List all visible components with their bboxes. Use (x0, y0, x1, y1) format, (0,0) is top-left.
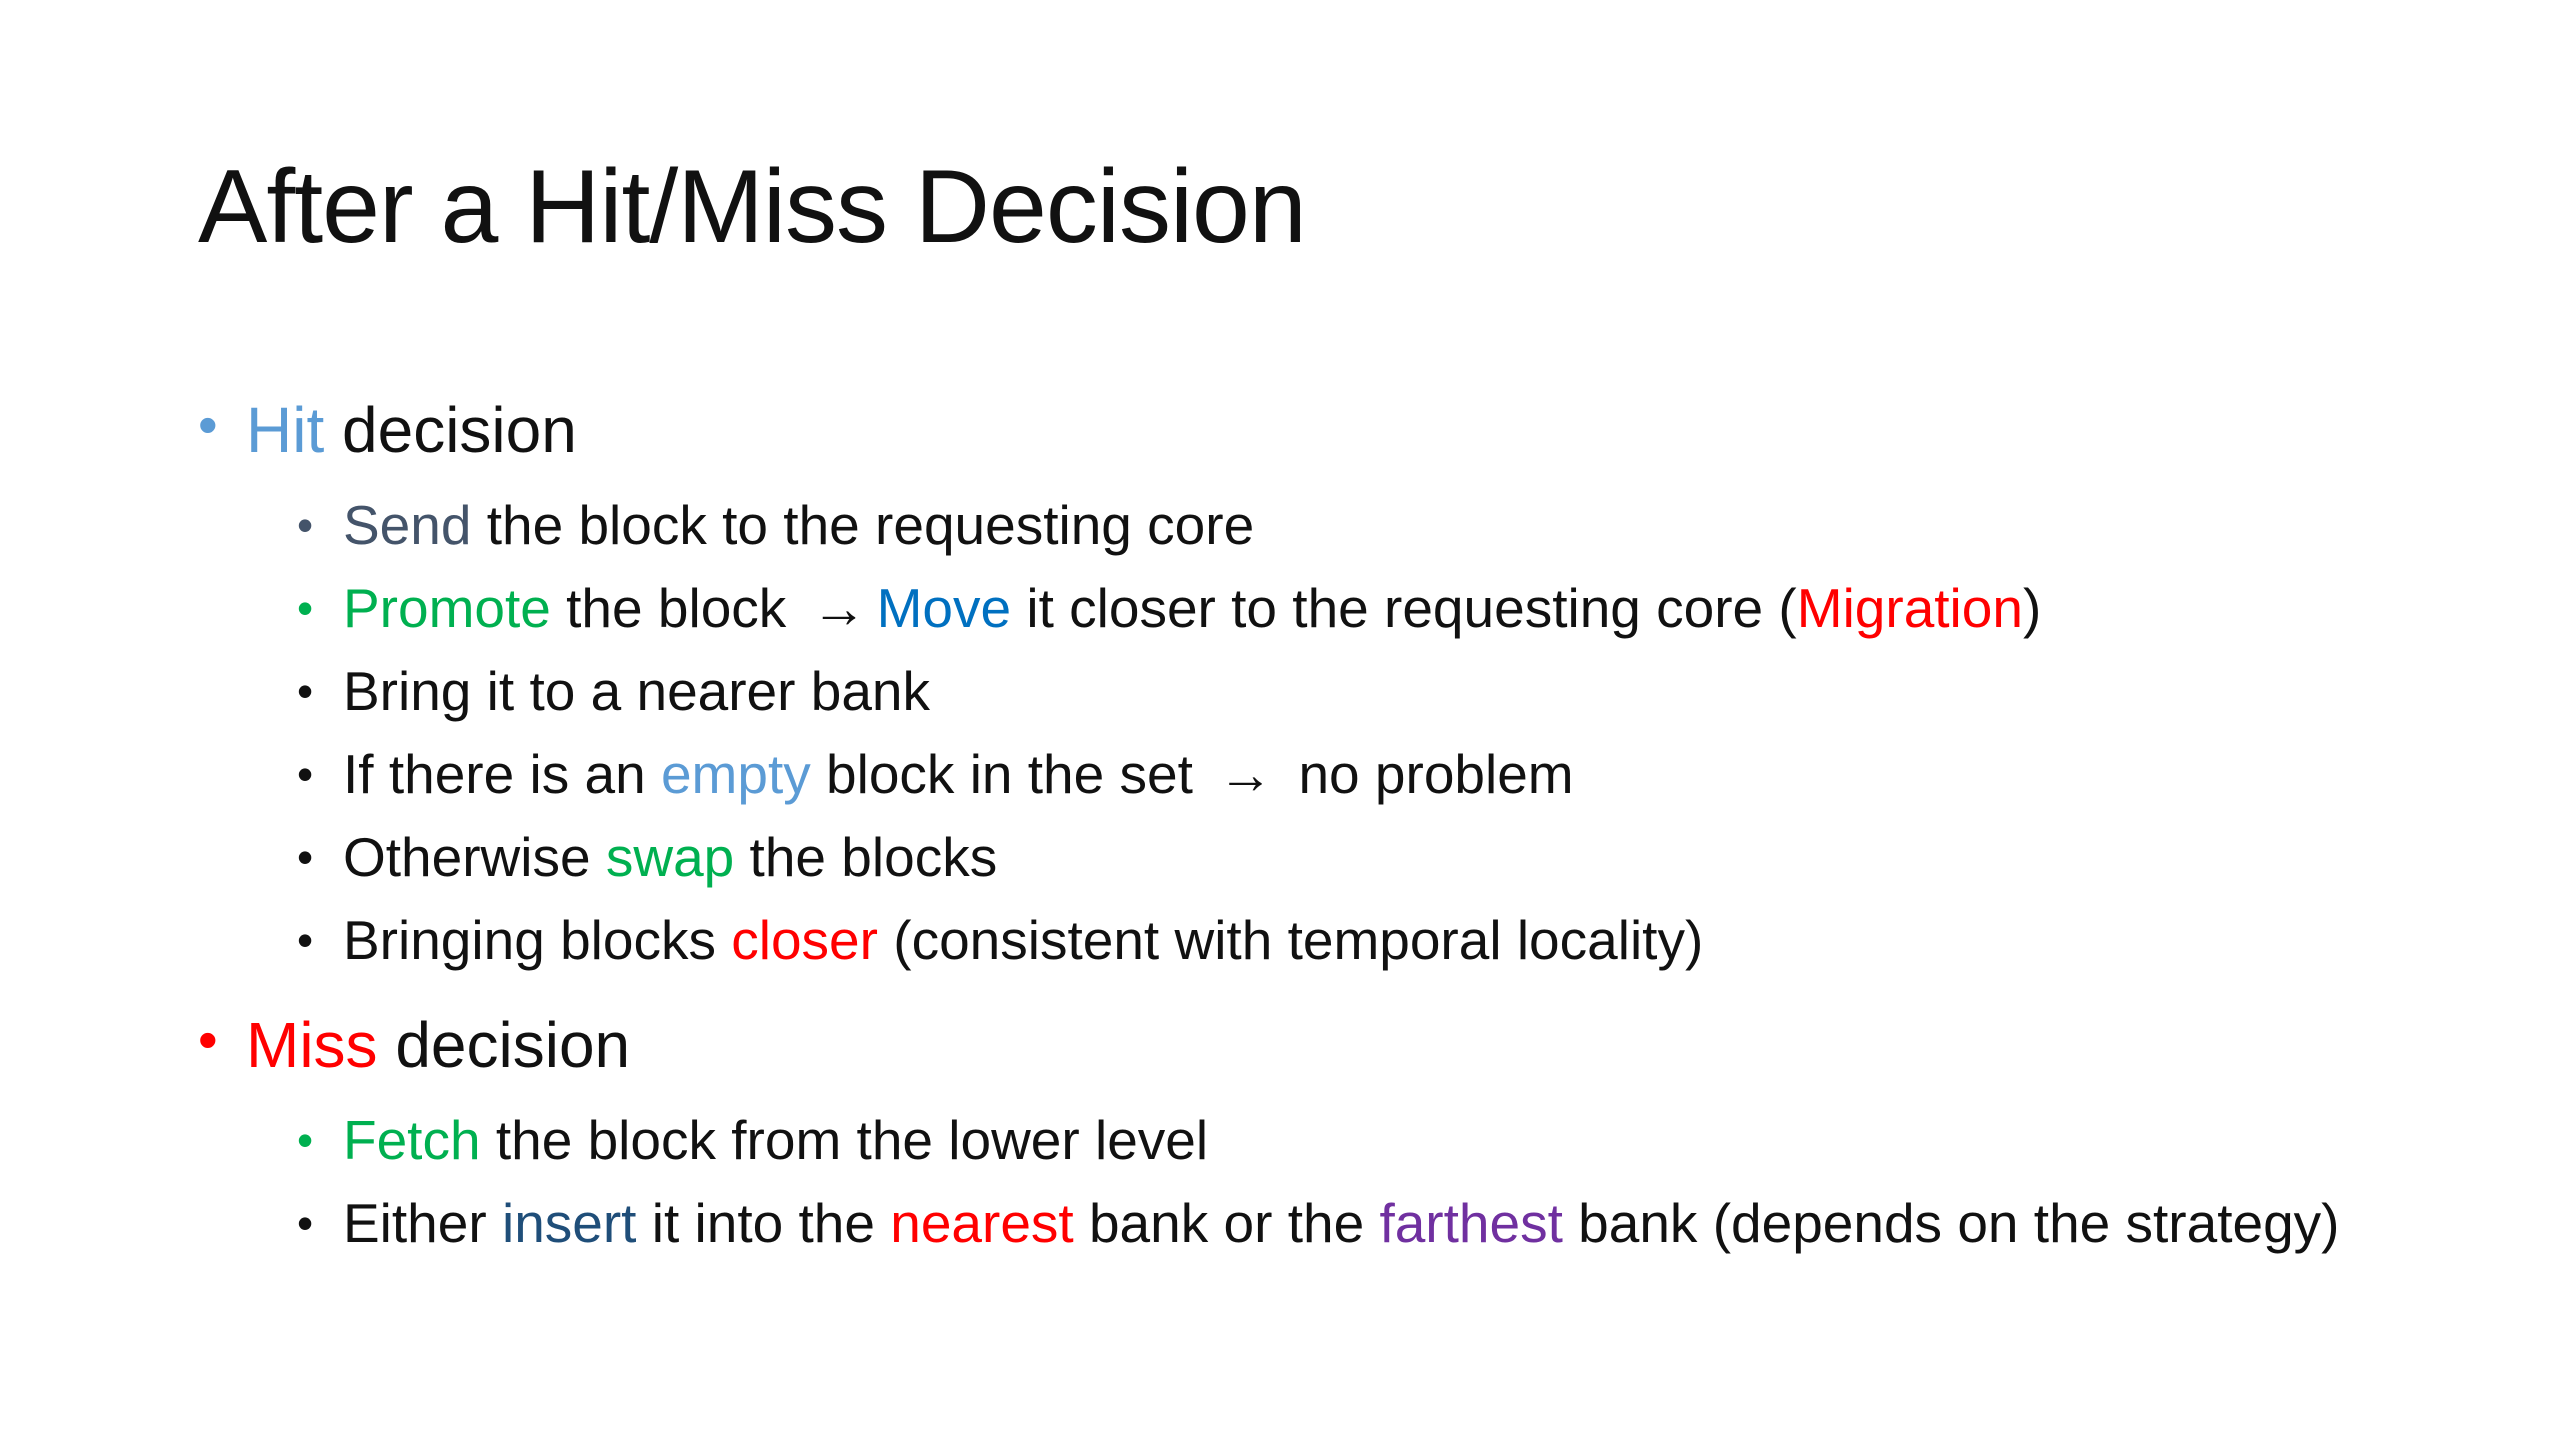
item-text: Bring it to a nearer bank (343, 660, 931, 722)
keyword-migration: Migration (1796, 577, 2023, 639)
miss-decision-bullet (198, 1005, 2348, 1085)
bullet-icon: • (297, 1114, 314, 1166)
item-text: If there is an (343, 743, 661, 805)
bullet-icon: • (297, 914, 314, 966)
item-text: it into the (636, 1192, 891, 1254)
item-text: the block from the lower level (480, 1109, 1209, 1171)
arrow-right-icon: → (1218, 743, 1274, 805)
item-text: the blocks (734, 826, 998, 888)
miss-item-fetch (297, 1105, 2403, 1175)
keyword-swap: swap (605, 826, 735, 888)
hit-label: decision (324, 394, 577, 466)
item-text: Either (343, 1192, 502, 1254)
bullet-icon: • (198, 393, 218, 456)
item-text: Bringing blocks (343, 909, 732, 971)
item-text: the block to the requesting core (471, 494, 1255, 556)
keyword-nearest: nearest (890, 1192, 1074, 1254)
slide-body (198, 390, 2348, 1271)
bullet-icon: • (297, 499, 314, 551)
item-text: bank or the (1073, 1192, 1380, 1254)
item-text: it closer to the requesting core ( (1011, 577, 1797, 639)
item-text: no problem (1283, 743, 1574, 805)
keyword-insert: insert (501, 1192, 637, 1254)
bullet-icon: • (297, 665, 314, 717)
bullet-icon: • (297, 582, 314, 634)
keyword-farthest: farthest (1379, 1192, 1563, 1254)
miss-keyword: Miss (246, 1009, 378, 1081)
item-text: bank (depends on the strategy) (1562, 1192, 2340, 1254)
hit-item-swap (297, 822, 2403, 892)
keyword-move: Move (876, 577, 1012, 639)
miss-item-insert (297, 1188, 2403, 1258)
hit-item-promote (297, 573, 2403, 643)
hit-item-empty (297, 739, 2403, 809)
hit-item-send (297, 490, 2403, 560)
bullet-icon: • (297, 748, 314, 800)
item-text: the block (550, 577, 802, 639)
arrow-right-icon: → (811, 577, 867, 639)
item-text: ) (2022, 577, 2042, 639)
keyword-fetch: Fetch (343, 1109, 481, 1171)
keyword-closer: closer (731, 909, 878, 971)
item-text: (consistent with temporal locality) (877, 909, 1704, 971)
keyword-promote: Promote (343, 577, 551, 639)
slide-title: After a Hit/Miss Decision (198, 149, 1306, 265)
bullet-icon: • (297, 831, 314, 883)
bullet-icon: • (297, 1197, 314, 1249)
keyword-empty: empty (660, 743, 811, 805)
hit-decision-bullet (198, 390, 2348, 470)
keyword-send: Send (343, 494, 472, 556)
item-text: block in the set (810, 743, 1209, 805)
hit-item-closer (297, 905, 2403, 975)
hit-keyword: Hit (246, 394, 325, 466)
item-text: Otherwise (343, 826, 606, 888)
hit-item-bring (297, 656, 2403, 726)
miss-label: decision (377, 1009, 631, 1081)
bullet-icon: • (198, 1008, 218, 1071)
